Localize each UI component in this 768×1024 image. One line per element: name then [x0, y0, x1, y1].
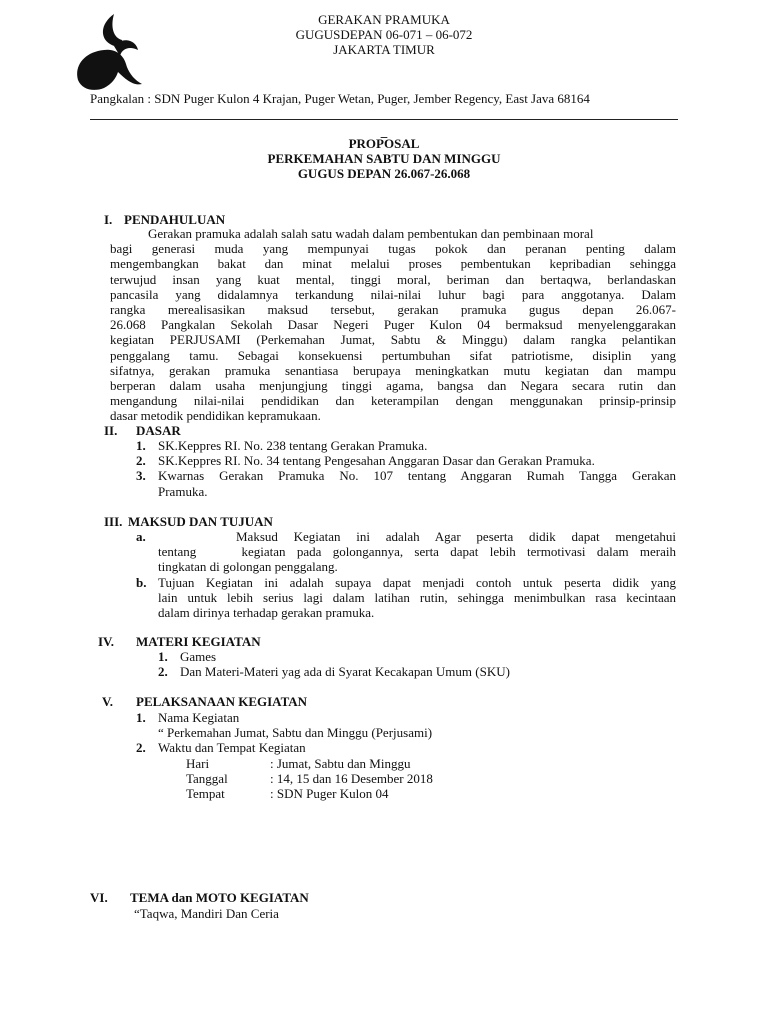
- list-number: 2.: [136, 740, 146, 756]
- list-number: 2.: [158, 664, 168, 680]
- list-text: Kwarnas Gerakan Pramuka No. 107 tentang Anggaran Rumah Tangga Gerakan: [158, 468, 676, 484]
- heading-part: MOTO KEGIATAN: [195, 890, 309, 905]
- letterhead: [0, 12, 768, 57]
- heading-part: dan: [168, 890, 196, 905]
- para-line: sifatnya, gerakan pramuka senantiasa berupaya meningkatkan mutu kegiatan dan mampu: [110, 362, 676, 378]
- list-item: [136, 438, 676, 453]
- list-item: [158, 649, 678, 664]
- list-text: Tujuan Kegiatan ini adalah supaya dapat menjadi contoh untuk peserta didik yang: [158, 574, 676, 590]
- section-2-list: [136, 438, 676, 499]
- schedule-value: : SDN Puger Kulon 04: [270, 786, 389, 802]
- document-title: [0, 136, 768, 181]
- list-letter: a.: [136, 529, 146, 544]
- list-item: [136, 529, 676, 575]
- list-letter: b.: [136, 574, 147, 590]
- list-text: Dan Materi-Materi yag ada di Syarat Kecakapan Umum (SKU): [180, 664, 510, 680]
- para-line: kegiatan PERJUSAMI (Perkemahan Jumat, Sabtu & Minggu) dalam rangka pelantikan: [110, 332, 676, 348]
- heading-part: TEMA: [130, 890, 169, 905]
- section-3-number: III.: [104, 514, 123, 529]
- list-text: SK.Keppres RI. No. 238 tentang Gerakan Pramuka.: [158, 438, 428, 453]
- section-2-number: II.: [104, 423, 118, 438]
- dash-mark: _: [380, 124, 388, 139]
- schedule-row: [186, 771, 676, 786]
- list-label: Nama Kegiatan: [158, 710, 240, 725]
- list-number: 3.: [136, 468, 146, 484]
- list-text: lain untuk lebih serius lagi dalam latihan rutin, sehingga menimbulkan rasa kecintaan: [158, 589, 676, 605]
- list-text: tentang kegiatan pada golongannya, serta dapat lebih termotivasi dalam meraih: [158, 544, 676, 560]
- list-item: [136, 575, 676, 621]
- list-text: SK.Keppres RI. No. 34 tentang Pengesahan Anggaran Dasar dan Gerakan Pramuka.: [158, 453, 595, 469]
- list-item: [136, 710, 676, 740]
- para-line: 26.068 Pangkalan Sekolah Dasar Negeri Puger Kulon 04 bermaksud menyelenggarakan: [110, 317, 676, 333]
- title-line-2: PERKEMAHAN SABTU DAN MINGGU: [267, 151, 501, 166]
- list-text: Maksud Kegiatan ini adalah Agar peserta didik dapat mengetahui: [236, 529, 676, 544]
- section-4-list: [158, 649, 678, 679]
- org-name: GERAKAN PRAMUKA: [318, 12, 450, 27]
- schedule-row: [186, 756, 676, 771]
- schedule-table: [158, 756, 676, 802]
- para-line: bagi generasi muda yang mempunyai tugas pokok dan peranan penting dalam: [110, 241, 676, 257]
- section-4-number: IV.: [98, 634, 115, 649]
- schedule-value: : Jumat, Sabtu dan Minggu: [270, 755, 411, 771]
- schedule-value: : 14, 15 dan 16 Desember 2018: [270, 770, 433, 786]
- list-text: tingkatan di golongan penggalang.: [158, 559, 338, 575]
- schedule-key: Tempat: [186, 786, 225, 802]
- para-line: rangka merealisasikan maksud tersebut, gerakan pramuka gugus depan 26.067-: [110, 302, 676, 318]
- section-1-number: I.: [104, 212, 113, 227]
- list-number: 2.: [136, 453, 146, 469]
- para-line: dasar metodik pendidikan kepramukaan.: [110, 408, 321, 424]
- section-2-heading: DASAR: [136, 423, 181, 438]
- list-item: [136, 740, 676, 801]
- section-1-heading: PENDAHULUAN: [124, 212, 226, 227]
- section-5-list: [136, 710, 676, 801]
- para-line: Gerakan pramuka adalah salah satu wadah dalam pembentukan dan pembinaan moral: [148, 226, 594, 241]
- list-text: Games: [180, 649, 217, 664]
- list-item: [136, 453, 676, 468]
- gugus-number: GUGUSDEPAN 06-071 – 06-072: [295, 27, 473, 42]
- list-value: “ Perkemahan Jumat, Sabtu dan Minggu (Perjusami): [158, 725, 433, 741]
- schedule-key: Tanggal: [186, 770, 228, 786]
- schedule-row: [186, 786, 676, 801]
- schedule-key: Hari: [186, 755, 210, 771]
- section-6-heading: [130, 890, 309, 906]
- para-line: berperan dalam usaha menjungjung tinggi agama, bangsa dan Negara secara rutin dan: [110, 378, 676, 394]
- section-5-heading: PELAKSANAAN KEGIATAN: [136, 694, 308, 709]
- list-number: 1.: [136, 710, 146, 725]
- section-1-paragraph: [110, 226, 676, 424]
- title-line-3: GUGUS DEPAN 26.067-26.068: [297, 166, 471, 181]
- section-6-text: “Taqwa, Mandiri Dan Ceria: [134, 906, 279, 921]
- list-label: Waktu dan Tempat Kegiatan: [158, 740, 306, 756]
- title-line-1: PROPOSAL: [348, 136, 420, 151]
- para-line: pancasila yang didalamnya terkandung nilai-nilai luhur bagi para anggotanya. Dalam: [110, 286, 676, 302]
- list-number: 1.: [158, 649, 168, 664]
- header-divider: [90, 119, 678, 120]
- list-number: 1.: [136, 438, 146, 453]
- para-line: mengembangkan bakat dan minat melalui proses pembentukan kepribadian sehingga: [110, 256, 676, 272]
- section-6-number: VI.: [90, 890, 108, 905]
- section-5-number: V.: [102, 694, 113, 709]
- list-text: Pramuka.: [158, 483, 208, 499]
- list-item: [158, 664, 678, 679]
- section-4-heading: MATERI KEGIATAN: [136, 634, 261, 649]
- section-3-list: [136, 529, 676, 620]
- city-name: JAKARTA TIMUR: [333, 42, 435, 57]
- section-3-heading: MAKSUD DAN TUJUAN: [128, 514, 273, 529]
- list-text: dalam dirinya terhadap gerakan pramuka.: [158, 605, 375, 621]
- address-line: Pangkalan : SDN Puger Kulon 4 Krajan, Puger Wetan, Puger, Jember Regency, East Java 68164: [90, 91, 590, 106]
- para-line: terwujud insan yang kuat mental, tinggi moral, beriman dan bertaqwa, berlandaskan: [110, 271, 676, 287]
- list-item: [136, 468, 676, 498]
- para-line: penggalang tamu. Sebagai konsekuensi pertumbuhan sifat patriotisme, disiplin yang: [110, 347, 676, 363]
- para-line: mengandung nilai-nilai pendidikan dan keterampilan dengan menggunakan prinsip-prinsip: [110, 393, 676, 409]
